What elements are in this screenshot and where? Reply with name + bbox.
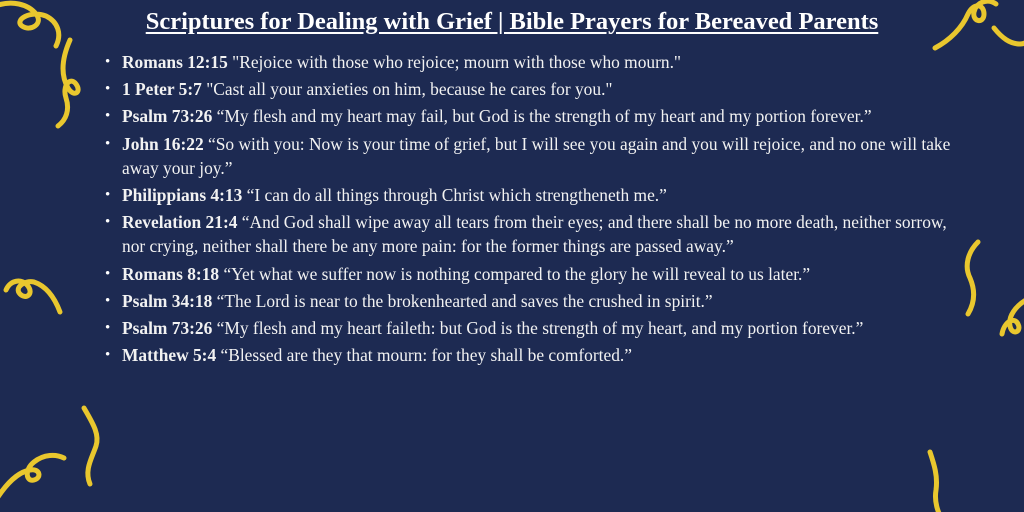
ribbon-streamer-icon — [1002, 300, 1024, 334]
list-item — [104, 289, 964, 313]
verse-reference: Romans 12:15 — [122, 52, 228, 72]
verse-text: “The Lord is near to the brokenhearted and saves the crushed in spirit.” — [212, 290, 713, 311]
verse-text: “So with you: Now is your time of grief, but I will see you again and you will rejoice, and no one will take away your joy.” — [122, 133, 951, 178]
list-item — [104, 343, 964, 367]
list-item — [104, 50, 964, 74]
list-item — [104, 132, 964, 180]
verse-text: “I can do all things through Christ which strengtheneth me.” — [242, 185, 667, 206]
page-title: Scriptures for Dealing with Grief | Bible Prayers for Bereaved Parents — [145, 8, 879, 35]
list-item — [104, 77, 964, 101]
verse-reference: Psalm 73:26 — [122, 318, 213, 339]
verse-reference: John 16:22 — [122, 133, 204, 154]
ribbon-streamer-icon — [84, 408, 97, 484]
verse-text: “My flesh and my heart faileth: but God is the strength of my heart, and my portion forever.” — [212, 318, 864, 339]
ribbon-streamer-icon — [967, 242, 978, 314]
list-item — [104, 183, 964, 207]
verse-text: "Rejoice with those who rejoice; mourn with those who mourn." — [227, 52, 682, 72]
ribbon-streamer-icon — [58, 40, 78, 126]
verse-text: “Yet what we suffer now is nothing compared to the glory he will reveal to us later.” — [219, 263, 811, 284]
ribbon-streamer-icon — [930, 452, 942, 512]
list-item — [104, 210, 964, 258]
verse-text: "Cast all your anxieties on him, because he cares for you." — [201, 79, 613, 100]
verse-reference: Psalm 73:26 — [122, 106, 213, 127]
verse-reference: Matthew 5:4 — [122, 345, 217, 366]
verse-text: “And God shall wipe away all tears from their eyes; and there shall be no more death, neither sorrow, nor crying, neither shall there be any more pain: for the former things are passed away.” — [122, 212, 947, 257]
verse-reference: Psalm 34:18 — [122, 290, 213, 311]
ribbon-streamer-icon — [6, 281, 60, 312]
verse-text: “Blessed are they that mourn: for they shall be comforted.” — [216, 345, 632, 366]
verse-list — [104, 50, 964, 370]
ribbon-streamer-icon — [0, 455, 64, 500]
verse-text: “My flesh and my heart may fail, but God is the strength of my heart and my portion forever.” — [212, 106, 872, 127]
list-item — [104, 262, 964, 286]
verse-reference: Revelation 21:4 — [122, 212, 238, 233]
list-item — [104, 104, 964, 128]
verse-reference: 1 Peter 5:7 — [122, 79, 202, 100]
list-item — [104, 316, 964, 340]
verse-reference: Philippians 4:13 — [122, 185, 243, 206]
verse-reference: Romans 8:18 — [122, 263, 220, 284]
